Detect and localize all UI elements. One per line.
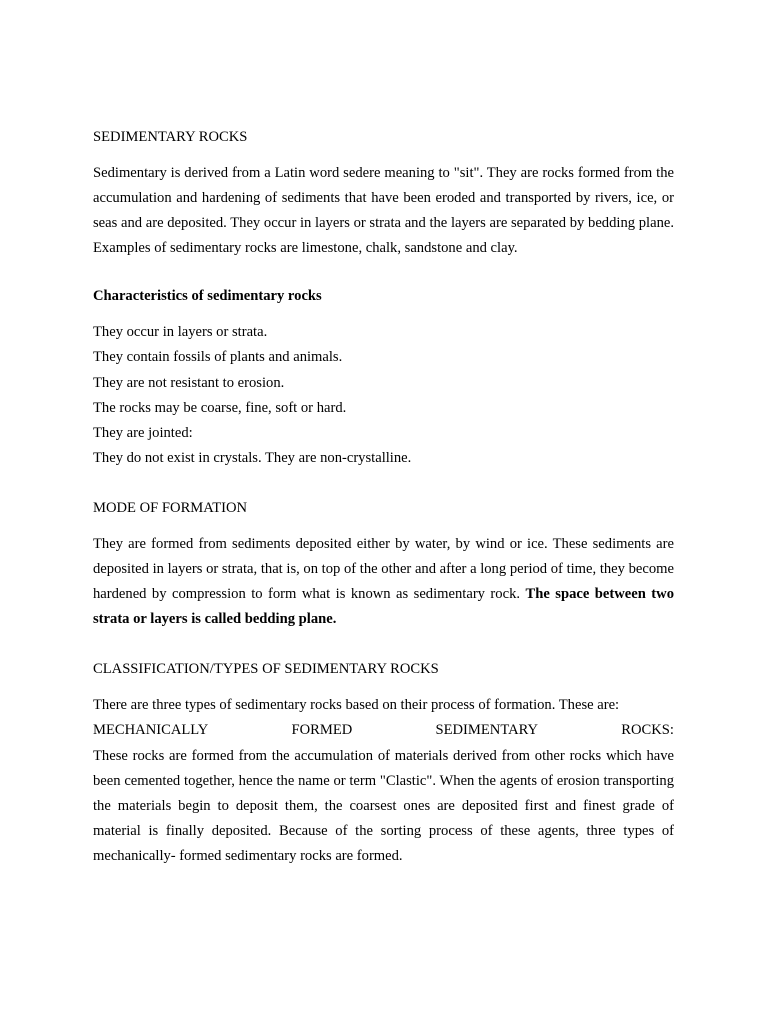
mode-bold-text: The space between two strata or layers is called bedding plane. xyxy=(93,586,674,628)
characteristics-list xyxy=(93,320,674,471)
document-title: SEDIMENTARY ROCKS xyxy=(93,129,248,145)
mechanical-word: FORMED xyxy=(291,722,353,739)
mechanical-word: SEDIMENTARY xyxy=(435,722,539,739)
classification-heading: CLASSIFICATION/TYPES OF SEDIMENTARY ROCKS xyxy=(93,661,439,678)
mechanical-heading xyxy=(93,718,674,743)
mode-text: They are formed from sediments deposited either by water, by wind or ice. These sediments are deposited in layers or strata, that is, on top of the other and after a long period of time, they become hardened by compression to form what is known as sedimentary rock. xyxy=(93,535,674,603)
characteristic-item: The rocks may be coarse, fine, soft or hard. xyxy=(93,399,347,416)
characteristic-item: They contain fossils of plants and animals. xyxy=(93,349,343,366)
intro-paragraph: Sedimentary is derived from a Latin word sedere meaning to "sit". They are rocks formed from the accumulation and hardening of sediments that have been eroded and transported by rivers, ice, or seas and are deposited. They occur in layers or strata and the layers are separated by bedding plane. Examples of sedimentary rocks are limestone, chalk, sandstone and clay. xyxy=(93,165,674,257)
characteristic-item: They are not resistant to erosion. xyxy=(93,374,285,391)
mode-heading: MODE OF FORMATION xyxy=(93,499,248,516)
classification-intro: There are three types of sedimentary rocks based on their process of formation. These are: xyxy=(93,697,620,714)
document-page xyxy=(93,126,674,869)
mechanical-word: MECHANICALLY xyxy=(93,722,209,739)
mechanical-word: ROCKS: xyxy=(621,722,674,739)
characteristic-item: They occur in layers or strata. xyxy=(93,324,268,341)
mechanical-paragraph: These rocks are formed from the accumulation of materials derived from other rocks which have been cemented together, hence the name or term "Clastic". When the agents of erosion transporting the materials begin to deposit them, the coarsest ones are deposited first and finest grade of material is finally deposited. Because of the sorting process of these agents, three types of mechanically- formed sedimentary rocks are formed. xyxy=(93,747,674,864)
mode-paragraph xyxy=(93,532,674,632)
characteristic-item: They do not exist in crystals. They are non-crystalline. xyxy=(93,449,412,466)
characteristics-heading: Characteristics of sedimentary rocks xyxy=(93,288,322,305)
characteristic-item: They are jointed: xyxy=(93,424,193,441)
